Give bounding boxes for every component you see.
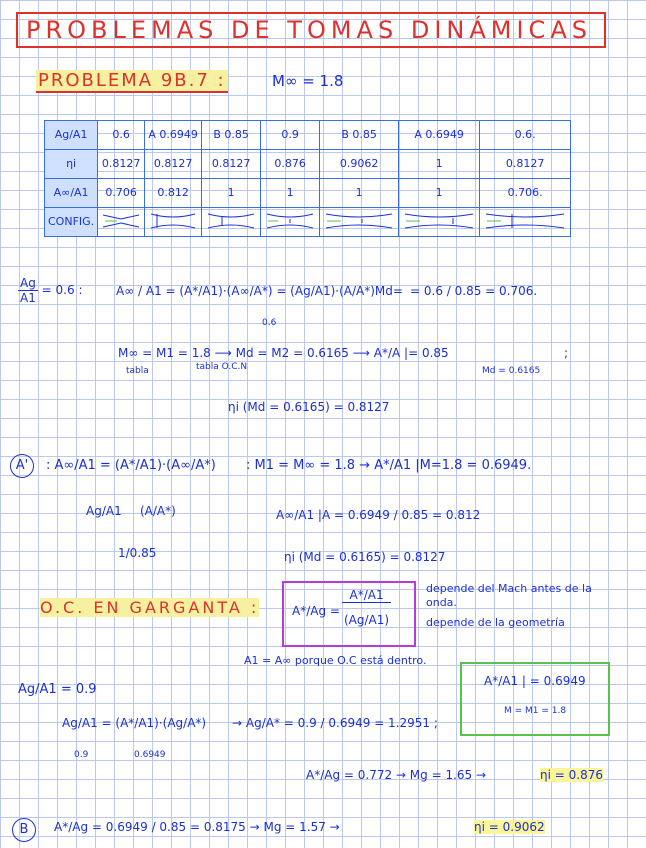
page-title: PROBLEMAS DE TOMAS DINÁMICAS	[16, 12, 606, 48]
eq-chain1-values: = 0.6 / 0.85 = 0.706.	[410, 284, 538, 298]
eq-line3: ηi (Md = 0.6165) = 0.8127	[228, 400, 390, 414]
eq-lhs-value: = 0.6 :	[41, 283, 83, 297]
ag09-eq1b: → Ag/A* = 0.9 / 0.6949 = 1.2951 ;	[232, 716, 438, 730]
section-a-eq1b: : M1 = M∞ = 1.8 → A*/A1 |M=1.8 = 0.6949.	[246, 458, 532, 473]
section-b-eq: A*/Ag = 0.6949 / 0.85 = 0.8175 → Mg = 1.57 →	[54, 820, 340, 834]
header-cell: A 0.6949	[145, 121, 202, 150]
mach-value: M∞ = 1.8	[272, 72, 344, 90]
table-row	[45, 150, 571, 179]
nozzle-sketch	[202, 208, 261, 237]
table-cell: 0.876	[261, 150, 320, 179]
table-cell: 1	[399, 179, 480, 208]
oc-formula: $\frac{A*/A1}{(Ag/A1)}$	[344, 588, 390, 627]
header-cell: 0.6.	[480, 121, 571, 150]
oc-heading: O.C. EN GARGANTA :	[40, 598, 260, 617]
header-cell: Ag/A1	[45, 121, 98, 150]
oc-aside: A1 = A∞ porque O.C está dentro.	[244, 654, 427, 667]
eq-under-06: 0.6	[262, 318, 277, 328]
eq-lhs: $\frac{Ag}{A1}$ = 0.6 :	[20, 276, 83, 305]
table-row	[45, 208, 571, 237]
section-a-under1: Ag/A1	[86, 504, 122, 518]
oc-note1: depende del Mach antes de la onda.	[426, 582, 592, 609]
eq-line2: M∞ = M1 = 1.8 ⟶ Md = M2 = 0.6165 ⟶ A*/A |= 0.85	[118, 346, 449, 360]
eq-line2-sub1: tabla	[126, 366, 149, 376]
eq-chain1: A∞ / A1 = (A*/A1)·(A∞/A*) = (Ag/A1)·(A/A*)Md=	[116, 284, 403, 298]
ag09-eq1: Ag/A1 = (A*/A1)·(Ag/A*)	[62, 716, 207, 730]
section-a-eq1: : A∞/A1 = (A*/A1)·(A∞/A*)	[46, 458, 216, 473]
ag09-eta: ηi = 0.876	[540, 768, 603, 782]
table-cell: 0.812	[145, 179, 202, 208]
table-row	[45, 121, 571, 150]
problem-label: PROBLEMA 9B.7 :	[38, 70, 226, 91]
table-cell: 0.706.	[480, 179, 571, 208]
header-cell: B 0.85	[320, 121, 399, 150]
table-cell: 0.8127	[202, 150, 261, 179]
table-cell: 0.706	[98, 179, 145, 208]
row-label: CONFIG.	[45, 208, 98, 237]
ag09-heading: Ag/A1 = 0.9	[18, 682, 97, 697]
eq-line2-sub3: Md = 0.6165	[482, 366, 541, 376]
section-a-marker: A'	[10, 454, 34, 478]
ag09-under-b: 0.6949	[134, 750, 166, 760]
table-cell: 0.8127	[145, 150, 202, 179]
oc-note2: depende de la geometría	[426, 616, 565, 629]
nozzle-sketch	[480, 208, 571, 237]
header-cell: B 0.85	[202, 121, 261, 150]
row-label: ηi	[45, 150, 98, 179]
oc-formula-lhs: A*/Ag =	[292, 604, 340, 618]
green-result-2: M = M1 = 1.8	[504, 706, 567, 716]
eq-line2-sub2: tabla O.C.N	[196, 362, 248, 372]
header-cell: 0.9	[261, 121, 320, 150]
results-table	[44, 120, 571, 237]
green-result-1: A*/A1 | = 0.6949	[484, 674, 586, 688]
ag09-eq2: A*/Ag = 0.772 → Mg = 1.65 →	[306, 768, 487, 782]
nozzle-sketch	[261, 208, 320, 237]
section-b-marker: B	[12, 818, 36, 842]
ag09-under-a: 0.9	[74, 750, 89, 760]
section-a-result2: ηi (Md = 0.6165) = 0.8127	[284, 550, 446, 564]
section-a-under3: 1/0.85	[118, 546, 157, 560]
section-a-result1: A∞/A1 |A = 0.6949 / 0.85 = 0.812	[276, 508, 481, 522]
table-cell: 1	[261, 179, 320, 208]
nozzle-sketch	[399, 208, 480, 237]
problem-heading	[36, 70, 228, 91]
eq-line2-semicolon: ;	[564, 346, 569, 360]
table-cell: 1	[202, 179, 261, 208]
section-a-under2: (A/A*)	[140, 504, 176, 518]
table-cell: 0.9062	[320, 150, 399, 179]
row-label: A∞/A1	[45, 179, 98, 208]
table-cell: 0.8127	[98, 150, 145, 179]
nozzle-sketch	[98, 208, 145, 237]
section-b-eta: ηi = 0.9062	[474, 820, 545, 834]
table-cell: 1	[320, 179, 399, 208]
table-row	[45, 179, 571, 208]
nozzle-sketch	[145, 208, 202, 237]
table-cell: 0.8127	[480, 150, 571, 179]
table-cell: 1	[399, 150, 480, 179]
header-cell: A 0.6949	[399, 121, 480, 150]
nozzle-sketch	[320, 208, 399, 237]
header-cell: 0.6	[98, 121, 145, 150]
